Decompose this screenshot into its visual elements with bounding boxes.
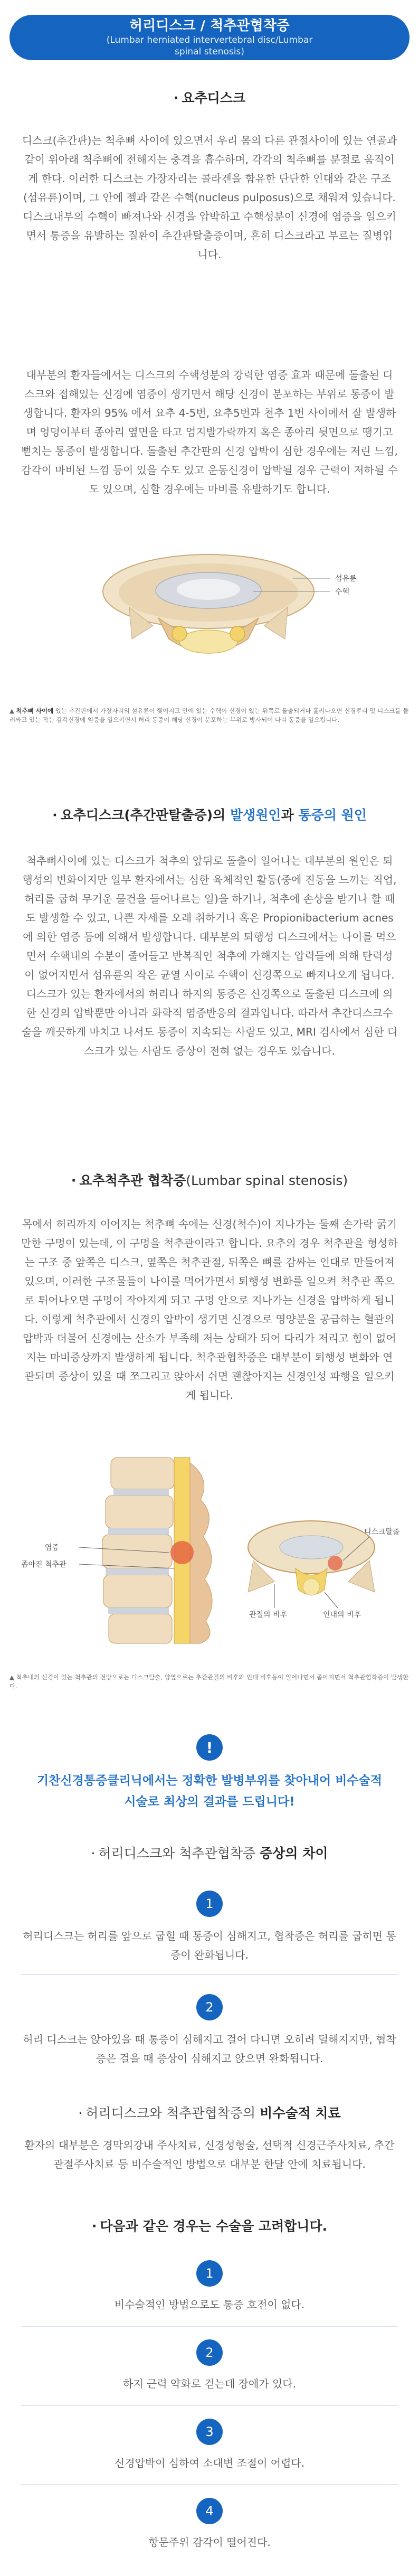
- number-badge: 2: [196, 2339, 223, 2366]
- label-annulus: 섬유륜: [335, 575, 357, 583]
- disc-figure-caption: ▲ 척추뼈 사이에 있는 추간판에서 가장자리의 섬유륜이 찢어지고 안에 있는 수핵이 신경이 있는 뒤쪽로 돌출되거나 흘러나오면 신경뿌리 및 디스크를 둘러싸고 있는 작는 감각신경에 염증을 일으키면서 허리 통증이 해당 신경이 분포하는 부위로 방사되어 다리 통증을 일으킵니다.: [9, 707, 409, 723]
- divider: [21, 2484, 398, 2485]
- bullet-dot: ·: [91, 2218, 97, 2234]
- section-title-symptom-difference: [0, 1843, 419, 1862]
- page-subtitle-line2: spinal stenosis): [175, 46, 244, 57]
- caption-bold: 척추뼈 사이에: [16, 707, 54, 714]
- bullet-dot: ·: [52, 807, 58, 823]
- section-title-nonsurgical: [0, 2103, 419, 2122]
- section-title-lumbar-disc: [0, 88, 419, 107]
- title-highlight-pain: 통증의 원인: [298, 807, 367, 823]
- section-title-causes: [0, 805, 419, 824]
- stenosis-illustration: [0, 1447, 419, 1658]
- surgery-case-3: 신경압박이 심하여 소대변 조절이 어렵다.: [114, 2457, 305, 2469]
- label-nucleus: 수핵: [335, 588, 350, 596]
- bullet-dot: ·: [91, 1846, 96, 1861]
- title-bold: 요추척추관 협착증: [79, 1173, 186, 1188]
- divider: [21, 2326, 398, 2327]
- section-title-text: 요추디스크: [182, 90, 246, 106]
- title-highlight-cause: 발생원인: [230, 807, 281, 823]
- bullet-dot: ·: [173, 90, 179, 106]
- spine-stenosis-figure: [0, 1447, 419, 1658]
- symptom-difference-1: 허리디스크는 허리를 앞으로 굽힐 때 통증이 심해지고, 협착증은 허리를 굽히면 통증이 완화됩니다.: [23, 1930, 396, 1961]
- paragraph-causes: 척추뼈사이에 있는 디스크가 척추의 앞뒤로 돌출이 일어나는 대부분의 원인은 퇴행성의 변화이지만 일부 환자에서는 심한 육체적인 활동(중에 진동을 느끼는 직업, 허리를 굽혀 무거운 물건을 들어나르는 일)을 하거나, 척추에 손상을 받거나 할 때도 발생할 수 있고, 나쁜 자세를 오래 취하거나 혹은 Propionibacterium acnes 에 의한 염증 등에 의해서 발생합니다. 대부분의 퇴행성 디스크에서는 나이를 먹으면서 수핵내의 수분이 줄어들고 반복적인 척추에 가해지는 압력들에 의해 탄력성이 없어지면서 섬유륜의 작은 균열 사이로 수핵이 신경쪽으로 빠져나오게 됩니다. 디스크가 있는 환자에서의 허리나 하지의 통증은 신경쪽으로 돌출된 디스크에 의한 신경의 압박뿐만 아니라 화학적 염증반응의 결과입니다. 따라서 추간디스크수술을 깨끗하게 마치고 나서도 통증이 지속되는 사람도 있고, MRI 검사에서 심한 디스크가 있는 사람도 증상이 전혀 없는 경우도 있습니다.: [21, 854, 398, 1057]
- title-pre: 허리디스크와 척추관협착증: [98, 1846, 260, 1861]
- number-badge: 1: [196, 2260, 223, 2287]
- number-badge: 3: [196, 2419, 223, 2445]
- disc-illustration: [0, 533, 419, 692]
- number-badge: 1: [196, 1891, 223, 1917]
- title-bold: 비수술적 치료: [260, 2105, 341, 2121]
- bullet-dot: ·: [71, 1173, 77, 1188]
- label-inflammation: 염증: [45, 1544, 60, 1552]
- paragraph-nonsurgical: 환자의 대부분은 경막외강내 주사치료, 신경성형술, 선택적 신경근주사치료, 추간관절주사치료 등 비수술적인 방법으로 대부분 한달 안에 치료됩니다.: [24, 2139, 395, 2170]
- number-badge: 2: [196, 1994, 223, 2020]
- disc-cross-section-figure: [0, 533, 419, 692]
- label-facet-hypertrophy: 관절의 비후: [249, 1611, 288, 1619]
- paragraph-disc-symptoms: 대부분의 환자들에서는 디스크의 수핵성분의 강력한 염증 효과 때문에 돌출된 디스크와 접해있는 신경에 염증이 생기면서 해당 신경이 분포하는 부위로 통증이 발생합니다. 환자의 95% 에서 요추 4-5번, 요추5번과 천추 1번 사이에서 잘 발생하며 엉덩이부터 종아리 옆면을 타고 엄지발가락까지 혹은 종아리 뒷면으로 땡기고 뻗치는 통증이 발생합니다. 돌출된 추간판의 신경 압박이 심한 경우에는 저린 느낌, 감각이 마비된 느낌 등이 있을 수도 있고 운동신경이 압박될 경우 근력이 저하될 수도 있으며, 심할 경우에는 마비를 유발하기도 합니다.: [21, 369, 398, 495]
- label-ligament-hypertrophy: 인대의 비후: [323, 1611, 361, 1619]
- notice-line2: 시술로 최상의 결과를 드립니다!: [124, 1795, 295, 1809]
- exclamation-icon: !: [196, 1734, 223, 1761]
- title-mid: 과: [281, 807, 299, 823]
- title-pre: 요추디스크(추간판탈출증)의: [60, 807, 230, 823]
- surgery-case-4: 항문주위 감각이 떨어진다.: [148, 2536, 271, 2549]
- symptom-difference-2: 허리 디스크는 앉아있을 때 통증이 심해지고 걸어 다니면 오히려 덜해지지만, 협착증은 걸을 때 증상이 심해지고 앉으면 완화됩니다.: [23, 2033, 396, 2065]
- divider: [21, 2405, 398, 2406]
- surgery-case-1: 비수술적인 방법으로도 통증 호전이 없다.: [114, 2298, 305, 2311]
- clinic-notice: [21, 1770, 398, 1812]
- stenosis-figure-caption: ▲ 척추내의 신경이 있는 척추관의 전방으로는 디스크탈출, 양옆으로는 추간관절의 비후와 인대 비후등이 일어나면서 좁아지면서 척추관협착증이 발생한다.: [9, 1674, 409, 1690]
- page-subtitle-line1: (Lumbar herniated intervertebral disc/Lumbar: [106, 35, 313, 45]
- page-title-banner: [9, 15, 410, 60]
- paragraph-stenosis: 목에서 허리까지 이어지는 척추뼈 속에는 신경(척수)이 지나가는 둘째 손가락 굵기만한 구멍이 있는데, 이 구멍을 척추관이라고 합니다. 요추의 경우 척추관을 형성하는 구조 중 앞쪽은 디스크, 옆쪽은 척추관절, 뒤쪽은 뼈를 감싸는 인대로 만들어져 있으며, 이러한 구조물들이 나이를 먹어가면서 퇴행성 변화를 일으켜 척추관 쪽으로 튀어나오면 구멍이 작아지게 되고 구멍 안으로 지나가는 신경을 압박하게 됩니다. 이렇게 척추관에서 신경의 압박이 생기면 신경으로 영양분을 공급하는 혈관의 압박과 더불어 신경에는 산소가 부족해 저는 상태가 되어 다리가 저리고 힘이 없어지는 마비증상까지 발생하게 됩니다. 척추관협착증은 대부분이 퇴행성 변화와 연관되며 증상이 있을 때 쪼그리고 앉아서 쉬면 괜찮아지는 신경인성 파행을 일으키게 됩니다.: [21, 1218, 398, 1402]
- label-herniation: 디스크탈출: [364, 1528, 400, 1536]
- paragraph-disc-definition: 디스크(추간판)는 척추뼈 사이에 있으면서 우리 몸의 다른 관절사이에 있는 연골과 같이 위아래 척추뼈에 전해지는 충격을 흡수하며, 각각의 척추뼈를 분절로 움직이게 한다. 이러한 디스크는 가장자리는 콜라겐을 함유한 단단한 인대와 같은 구조(섬유륜)이며, 그 안에 젤과 같은 수핵(nucleus pulposus)으로 채워져 있습니다. 디스크내부의 수핵이 빠져나와 신경을 압박하고 수핵성분이 신경에 염증을 일으키면서 통증을 유발하는 질환이 추간판탈출증이며, 흔히 디스크라고 부르는 질병입니다.: [22, 134, 397, 261]
- page-title: 허리디스크 / 척추관협착증: [129, 18, 290, 34]
- caption-text: 있는 추간판에서 가장자리의 섬유륜이 찢어지고 안에 있는 수핵이 신경이 있는 뒤쪽로 돌출되거나 흘러나오면 신경뿌리 및 디스크를 둘러싸고 있는 작는 감각신경에 염증을 일으키면서 허리 통증이 해당 신경이 분포하는 부위로 방사되어 다리 통증을 일으킵니다.: [9, 707, 409, 723]
- title-light: (Lumbar spinal stenosis): [186, 1173, 348, 1188]
- section-title-stenosis: [0, 1170, 419, 1189]
- label-narrow-canal: 좁아진 척추관: [21, 1560, 66, 1569]
- section-title-surgery: [0, 2216, 419, 2235]
- title-text: 다음과 같은 경우는 수술을 고려합니다.: [100, 2218, 328, 2234]
- number-badge: 4: [196, 2498, 223, 2524]
- title-pre: 허리디스크와 척추관협착증의: [85, 2105, 260, 2121]
- bullet-dot: ·: [78, 2105, 83, 2121]
- divider: [21, 1974, 398, 1975]
- notice-line1: 기찬신경통증클리닉에서는 정확한 발병부위를 찾아내어 비수술적: [36, 1774, 383, 1788]
- surgery-case-2: 하지 근력 약화로 걷는데 장애가 있다.: [123, 2377, 296, 2390]
- title-bold: 증상의 차이: [260, 1846, 328, 1861]
